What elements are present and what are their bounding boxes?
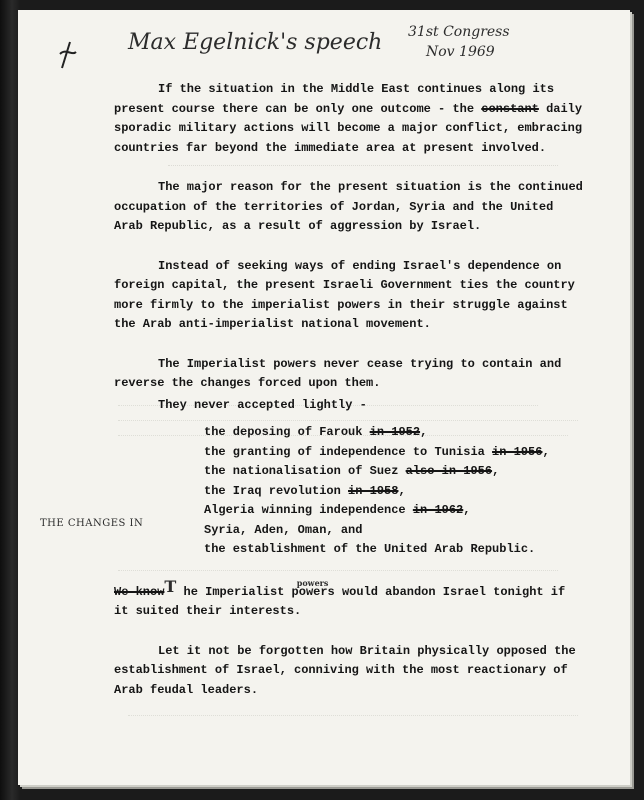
insert-mark: T	[164, 576, 177, 596]
list-item: the granting of independence to Tunisia in 1956,	[204, 444, 550, 459]
paragraph-4	[114, 355, 584, 394]
handwritten-title: Max Egelnick's speech	[128, 30, 383, 55]
p4b-text: They never accepted lightly -	[158, 397, 367, 412]
p6-text: Let it not be forgotten how Britain physically opposed the establishment of Israel, conniving with the most reactionary of Arab feudal leaders.	[114, 643, 576, 697]
handwritten-congress: 31st Congress	[408, 24, 510, 40]
struck-word: constant	[481, 101, 539, 116]
margin-note: THE CHANGES IN	[40, 518, 144, 529]
handwritten-mark-icon	[56, 40, 80, 70]
list-item: the nationalisation of Suez also in 1956,	[204, 464, 500, 478]
p2-text: The major reason for the present situation is the continued occupation of the territories of Jordan, Syria and the United Arab Republic, as a result of aggression by Israel.	[114, 180, 583, 233]
paragraph-6	[114, 642, 584, 701]
paragraph-2	[114, 178, 584, 237]
paragraph-4b	[114, 396, 584, 416]
struck-phrase: We know	[114, 584, 165, 599]
insert-powers: powers	[296, 577, 329, 588]
list-item: the deposing of Farouk in 1952,	[204, 425, 428, 439]
paragraph-5: We knowT he Imperialist p powers owers would abandon Israel tonight if it suited their interests.	[114, 580, 584, 622]
list-item: the Iraq revolution in 1958,	[204, 483, 406, 498]
speech-body	[114, 80, 584, 720]
list-item: Syria, Aden, Oman, and	[204, 522, 363, 537]
p4-text: The Imperialist powers never cease trying to contain and reverse the changes forced upon them.	[114, 356, 562, 390]
paragraph-3	[114, 257, 584, 335]
p1-text: If the situation in the Middle East continues along its present course there can be only one outcome - the	[114, 82, 555, 116]
p1-text-end: daily sporadic military actions will become a major conflict, embracing countries far beyond the immediate area at present involved.	[114, 101, 583, 155]
handwritten-date: Nov 1969	[426, 44, 495, 60]
events-list	[114, 423, 584, 560]
paragraph-1	[114, 80, 584, 158]
list-item: the establishment of the United Arab Republic.	[204, 542, 536, 556]
list-item: Algeria winning independence in 1962,	[204, 503, 471, 517]
p3-text: Instead of seeking ways of ending Israel's dependence on foreign capital, the present Israeli Government ties the country more firmly to the imperialist powers in their struggle against the Arab anti-imperialist national movement.	[114, 258, 575, 331]
document-page	[18, 10, 630, 785]
